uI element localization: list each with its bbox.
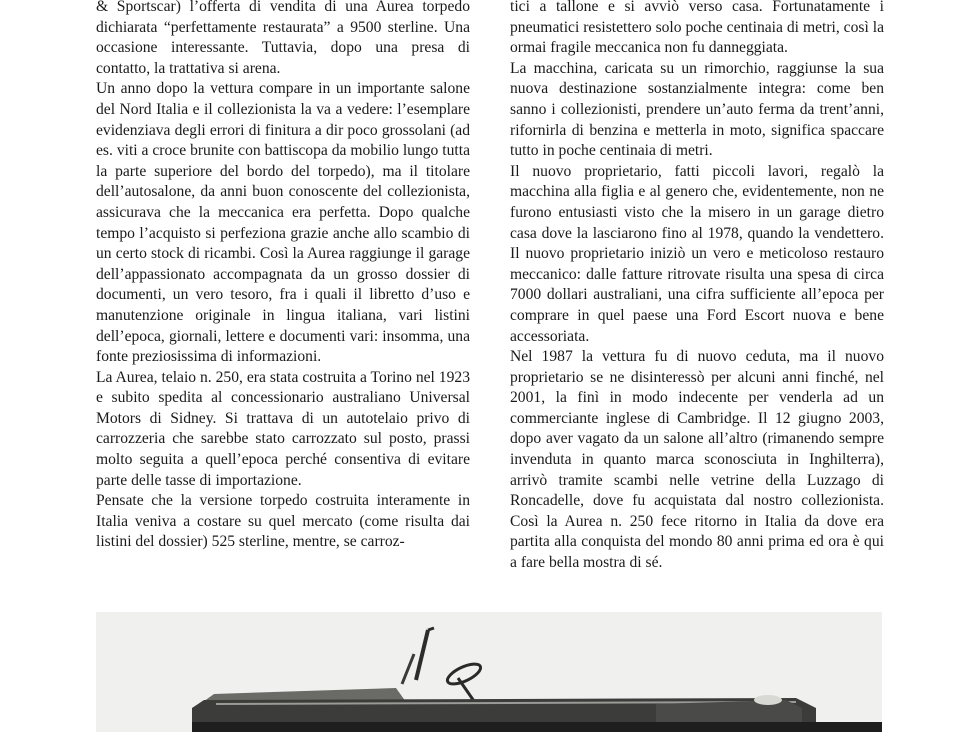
right-text-column <box>510 0 884 574</box>
right-paragraph-4: Nel 1987 la vettura fu di nuovo ceduta, ma il nuovo proprietario se ne disinteressò per alcuni anni finché, nel 2001, la finì in modo indecente per venderla ad un commerciante inglese di Cambridge. Il 12 giugno 2003, dopo aver vagato da un salone all’altro (rimanendo sempre invenduta in quanto marca sconosciuta in Inghilterra), arrivò tramite scambi nelle vetrine della Luzzago di Roncadelle, dove fu acquistata dal nostro collezionista. Così la Aurea n. 250 fece ritorno in Italia da dove era partita alla conquista del mondo 80 anni prima ed ora è qui a fare bella mostra di sé. <box>510 348 884 572</box>
right-paragraph-2: La macchina, caricata su un rimorchio, raggiunse la sua nuova destinazione sostanzialmente integra: come ben sanno i collezionisti, prendere un’auto ferma da trent’anni, rifornirla di benzina e metterla in moto, significa spaccare tutto in poche centinaia di metri. <box>510 59 884 160</box>
vintage-car-photo <box>96 612 882 732</box>
left-paragraph-2: Un anno dopo la vettura compare in un importante salone del Nord Italia e il collezionista la va a vedere: l’esemplare evidenziava degli errori di finitura a dir poco grossolani (ad es. viti a croce brunite con battiscopa da mobilio lungo tutta la parte superiore del bordo del torpedo), ma il titolare dell’autosalone, da anni buon conoscente del collezionista, assicurava che la meccanica era perfetta. Dopo qualche tempo l’acquisto si perfeziona grazie anche allo scambio di un certo stock di ricambi. Così la Aurea raggiunge il garage dell’appassionato accompagnata da un grosso dossier di documenti, un vero tesoro, fra i quali il libretto d’uso e manutenzione originale in lingua italiana, vari listini dell’epoca, giornali, lettere e documenti vari: insomma, una fonte preziosissima di informazioni. <box>96 80 470 366</box>
right-paragraph-1: tici a tallone e si avviò verso casa. Fortunatamente i pneumatici resistettero solo poche centinaia di metri, così la ormai fragile meccanica non fu danneggiata. <box>510 0 884 57</box>
left-text-column <box>96 0 470 553</box>
left-paragraph-4: Pensate che la versione torpedo costruita interamente in Italia veniva a costare su quel mercato (come risulta dai listini del dossier) 525 sterline, mentre, se carroz- <box>96 492 470 551</box>
left-paragraph-1: & Sportscar) l’offerta di vendita di una Aurea torpedo dichiarata “perfettamente restaurata” a 9500 sterline. Una occasione interessante. Tuttavia, dopo una presa di contatto, la trattativa si arena. <box>96 0 470 77</box>
car-illustration <box>96 612 882 732</box>
left-paragraph-3: La Aurea, telaio n. 250, era stata costruita a Torino nel 1923 e subito spedita al concessionario australiano Universal Motors di Sidney. Si trattava di un autotelaio privo di carrozzeria che sarebbe stato carrozzato sul posto, prassi molto seguita a quell’epoca perché consentiva di evitare parte delle tasse di importazione. <box>96 368 470 489</box>
right-paragraph-3: Il nuovo proprietario, fatti piccoli lavori, regalò la macchina alla figlia e al genero che, evidentemente, non ne furono entusiasti visto che la misero in un garage dietro casa dove la lasciarono fino al 1978, quando la vendettero. Il nuovo proprietario iniziò un vero e meticoloso restauro meccanico: dalle fatture ritrovate risulta una spesa di circa 7000 dollari australiani, una cifra sufficiente all’epoca per comprare in quel paese una Ford Escort nuova e bene accessoriata. <box>510 162 884 345</box>
